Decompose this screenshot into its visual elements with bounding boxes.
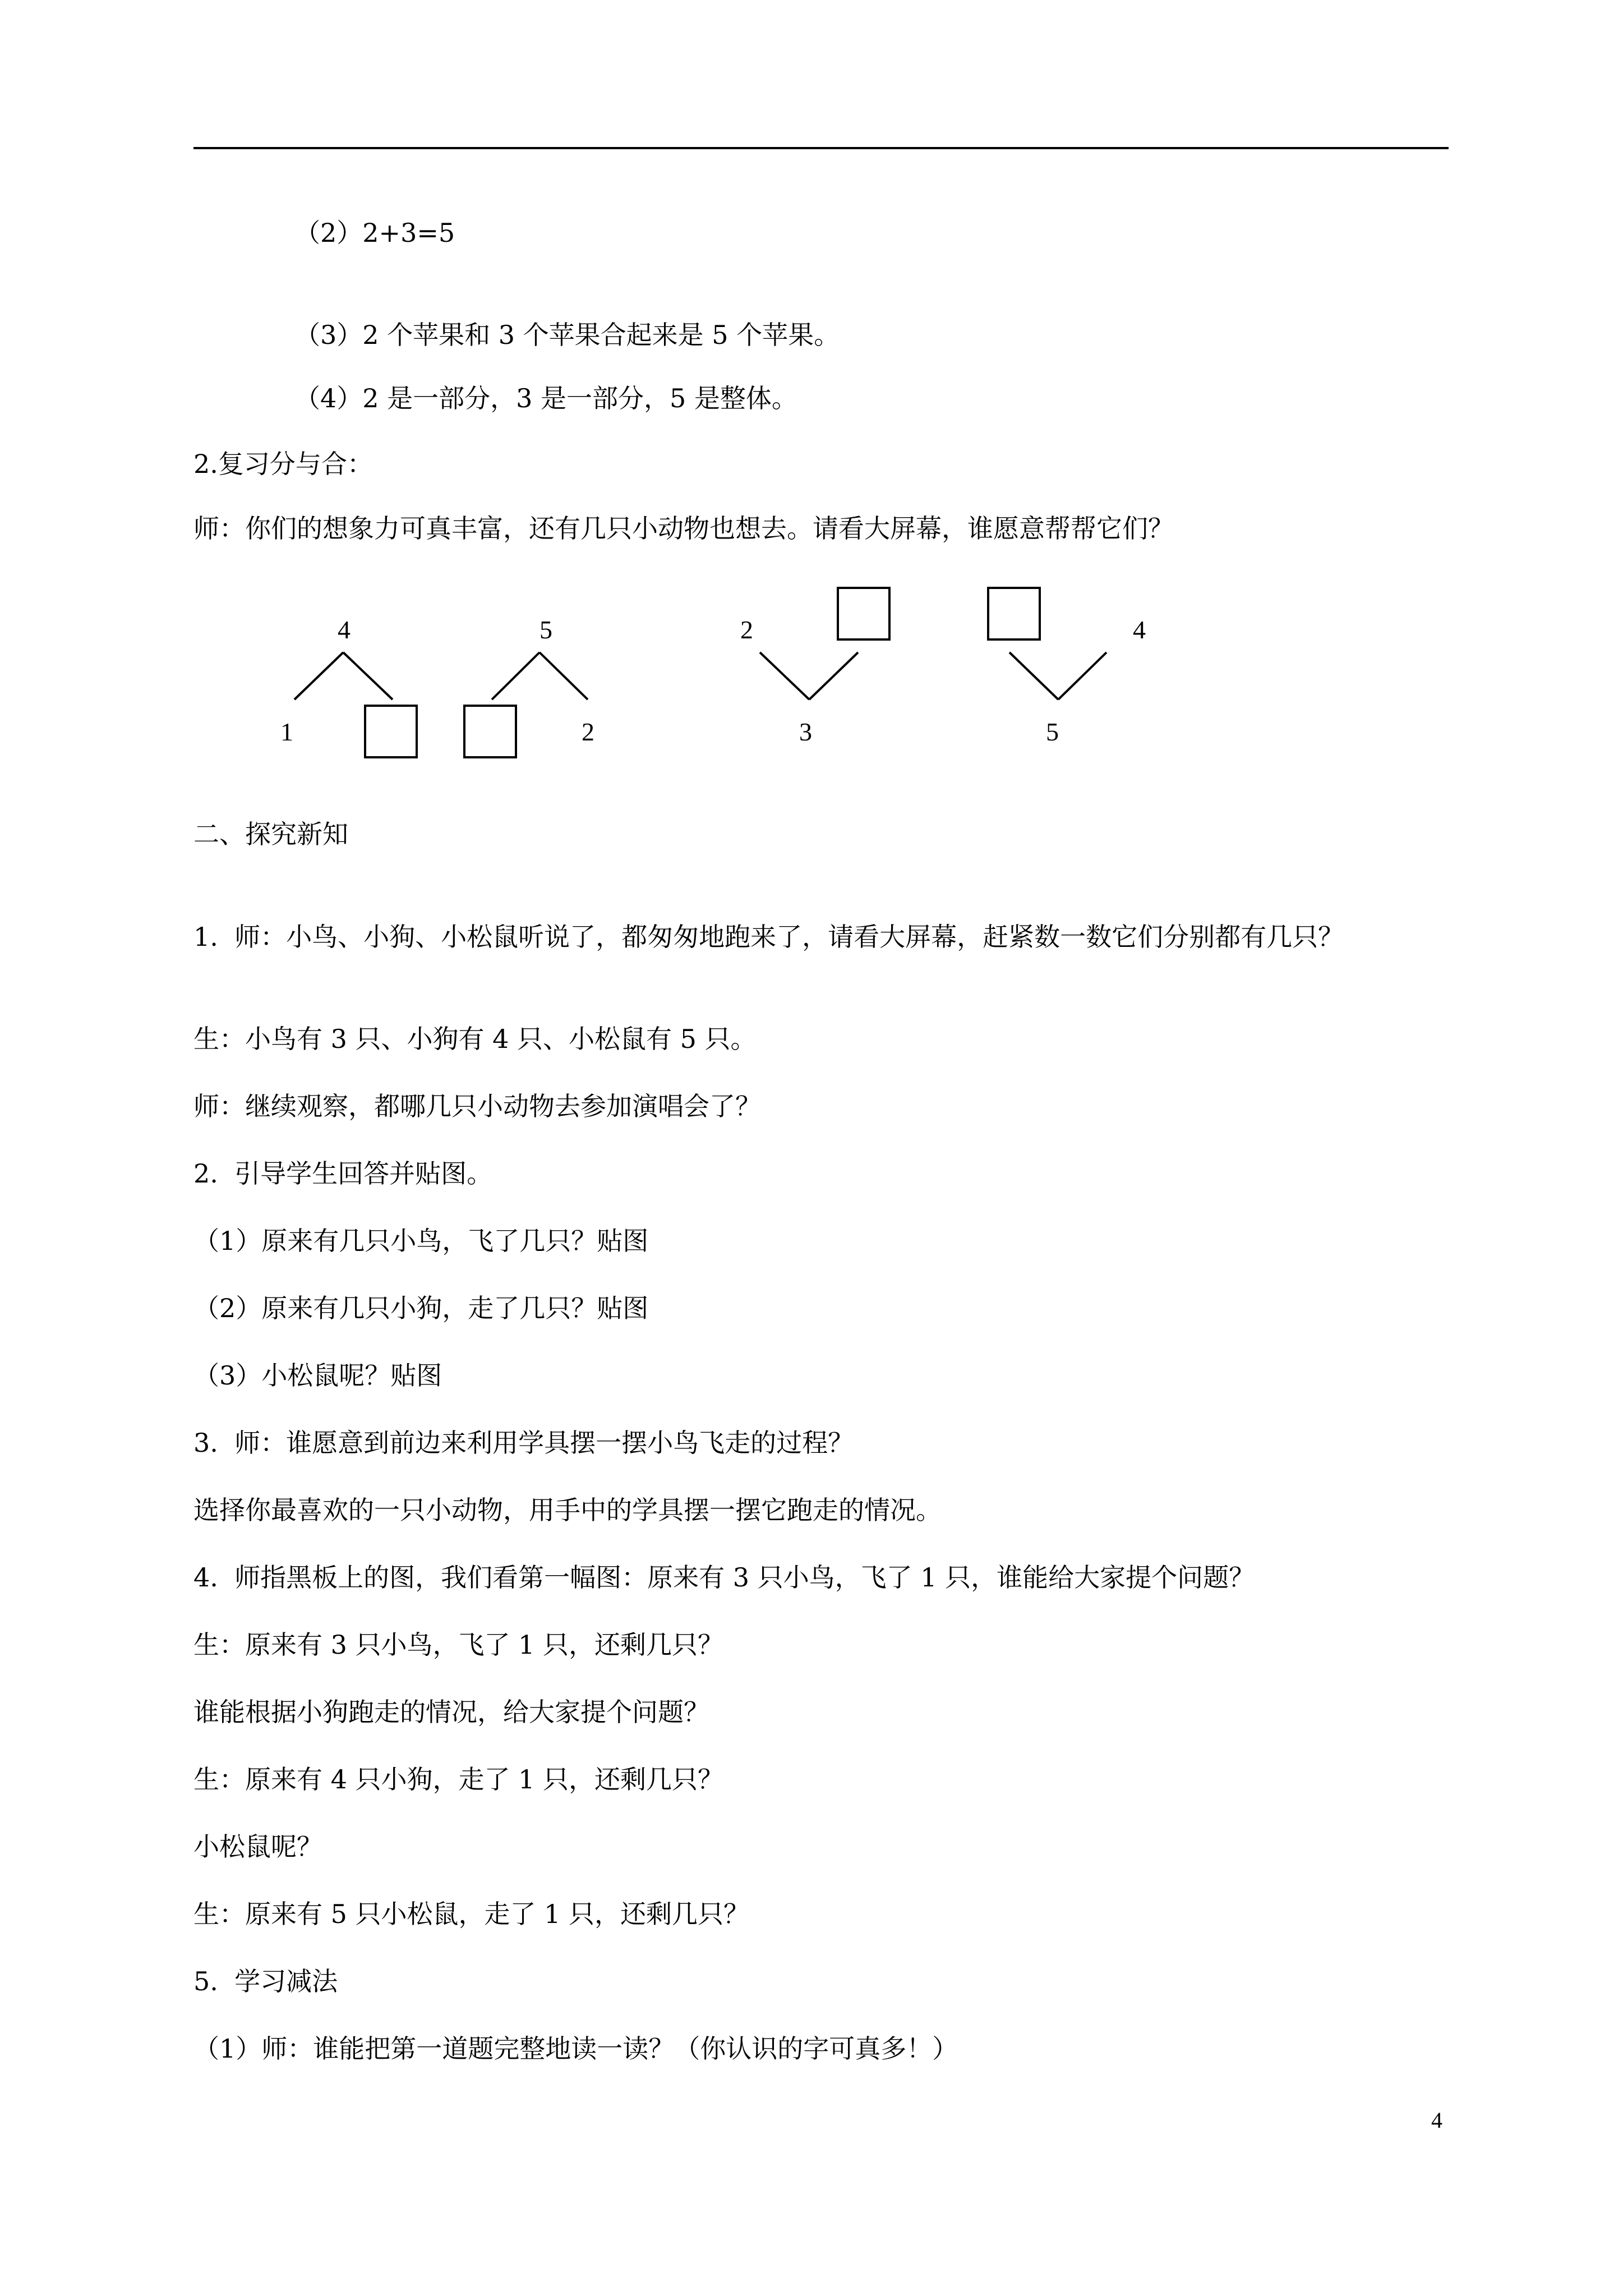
text-line: 3. 师：谁愿意到前边来利用学具摆一摆小鸟飞走的过程？ [193,1428,854,1458]
text-line: 生：原来有 5 只小松鼠，走了 1 只，还剩几只？ [193,1899,750,1929]
text-line: （2）原来有几只小狗，走了几只？贴图 [193,1293,649,1323]
text-line: 选择你最喜欢的一只小动物，用手中的学具摆一摆它跑走的情况。 [193,1495,942,1525]
diagram-2 [464,652,588,757]
diagram-3 [760,588,889,700]
text-line: 生：原来有 4 只小狗，走了 1 只，还剩几只？ [193,1764,724,1795]
text-line: 5. 学习减法 [193,1966,338,1996]
text-line: 4. 师指黑板上的图，我们看第一幅图：原来有 3 只小鸟，飞了 1 只，谁能给大家提个问题？ [193,1562,1255,1593]
diagram-4-whole: 5 [1046,717,1059,746]
text-line: 1. 师：小鸟、小狗、小松鼠听说了，都匆匆地跑来了，请看大屏幕，赶紧数一数它们分别都有几只？ [193,922,1344,952]
diagram-4 [988,588,1106,700]
text-line: 师：继续观察，都哪几只小动物去参加演唱会了？ [193,1091,761,1121]
text-line: 2. 引导学生回答并贴图。 [193,1158,493,1189]
diagram-2-whole: 5 [540,615,552,644]
text-line: （2）2+3=5 [294,218,455,248]
page-number: 4 [1431,2108,1442,2133]
text-line: （3）2 个苹果和 3 个苹果合起来是 5 个苹果。 [294,320,840,350]
diagram-3-whole: 3 [799,717,812,746]
text-line: （1）原来有几只小鸟，飞了几只？贴图 [193,1226,649,1256]
diagram-4-part-right: 4 [1133,615,1146,644]
diagram-1-whole: 4 [338,615,351,644]
text-line: 生：小鸟有 3 只、小狗有 4 只、小松鼠有 5 只。 [193,1024,757,1054]
diagram-1 [294,652,417,757]
text-line: 谁能根据小狗跑走的情况，给大家提个问题？ [193,1697,709,1727]
text-line: 师：你们的想象力可真丰富，还有几只小动物也想去。请看大屏幕，谁愿意帮帮它们？ [193,513,1174,544]
diagram-2-part-right: 2 [582,717,594,746]
text-line: （1）师：谁能把第一道题完整地读一读？（你认识的字可真多！） [193,2033,958,2064]
section-heading: 二、探究新知 [193,819,348,849]
text-line: （4）2 是一部分，3 是一部分，5 是整体。 [294,383,797,413]
text-line: 生：原来有 3 只小鸟，飞了 1 只，还剩几只？ [193,1630,724,1660]
diagram-3-part-left: 2 [740,615,753,644]
text-line: 小松鼠呢？ [193,1832,322,1862]
diagram-1-part-left: 1 [280,717,293,746]
section-heading: 2.复习分与合： [193,449,373,479]
text-line: （3）小松鼠呢？贴图 [193,1360,442,1391]
